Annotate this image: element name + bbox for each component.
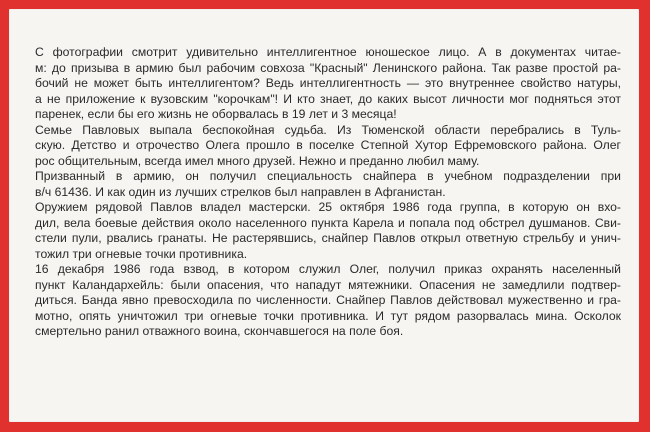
paragraph-2 <box>35 123 621 170</box>
paragraph-1 <box>35 45 621 123</box>
text-line: мотно, опять уничтожил три огневые точки противника. И тут рядом разорвалась мина. Осколок <box>35 308 621 323</box>
text-line: м: до призыва в армию был рабочим совхоза "Красный" Ленинского района. Так разве простой ра- <box>35 60 621 75</box>
text-line: Семье Павловых выпала беспокойная судьба. Из Тюменской области перебрались в Туль- <box>35 122 621 137</box>
text-line: стели пули, рвались гранаты. Не растерявшись, снайпер Павлов открыл ответную стрельбу и унич- <box>35 231 621 245</box>
text-line: дил, вела боевые действия около населенного пункта Карела и попала под обстрел душманов. Сви- <box>35 215 621 230</box>
paragraph-4 <box>35 200 621 262</box>
document-text <box>35 45 621 340</box>
text-line: смертельно ранил отважного воина, скончавшегося на поле боя. <box>35 324 404 338</box>
text-line: 16 декабря 1986 года взвод, в котором служил Олег, получил приказ охранять населенный <box>35 262 621 276</box>
text-line: С фотографии смотрит удивительно интеллигентное юношеское лицо. А в документах читае- <box>35 45 621 59</box>
text-line: тожил три огневые точки противника. <box>35 246 248 261</box>
text-line: Оружием рядовой Павлов владел мастерски. 25 октября 1986 года группа, в которую он вхо- <box>35 200 621 214</box>
text-line: скую. Детство и отрочество Олега прошло в поселке Степной Хутор Ефремовского района. Олег <box>35 138 621 152</box>
text-line: рос общительным, всегда имел много друзей. Нежно и преданно любил маму. <box>35 153 480 168</box>
paragraph-5 <box>35 262 621 340</box>
text-line: а не приложение к вузовским "корочкам"! И кто знает, до каких высот личности мог подняться этот <box>35 91 621 106</box>
paragraph-3 <box>35 169 621 200</box>
text-line: паренек, если бы его жизнь не оборвалась в 19 лет и 3 месяца! <box>35 107 397 121</box>
text-line: Призванный в армию, он получил специальность снайпера в учебном подразделении при <box>35 169 621 183</box>
document-sheet <box>9 9 639 422</box>
text-line: пункт Каландархейль: были опасения, что нападут мятежники. Опасения не замедлили подтвер- <box>35 277 621 292</box>
text-line: в/ч 61436. И как один из лучших стрелков был направлен в Афганистан. <box>35 184 446 199</box>
text-line: бочий не может быть интеллигентом? Ведь интеллигентность — это внутреннее свойство натуры, <box>35 76 621 90</box>
text-line: диться. Банда явно превосходила по численности. Снайпер Павлов действовал мужественно и гра- <box>35 293 621 307</box>
